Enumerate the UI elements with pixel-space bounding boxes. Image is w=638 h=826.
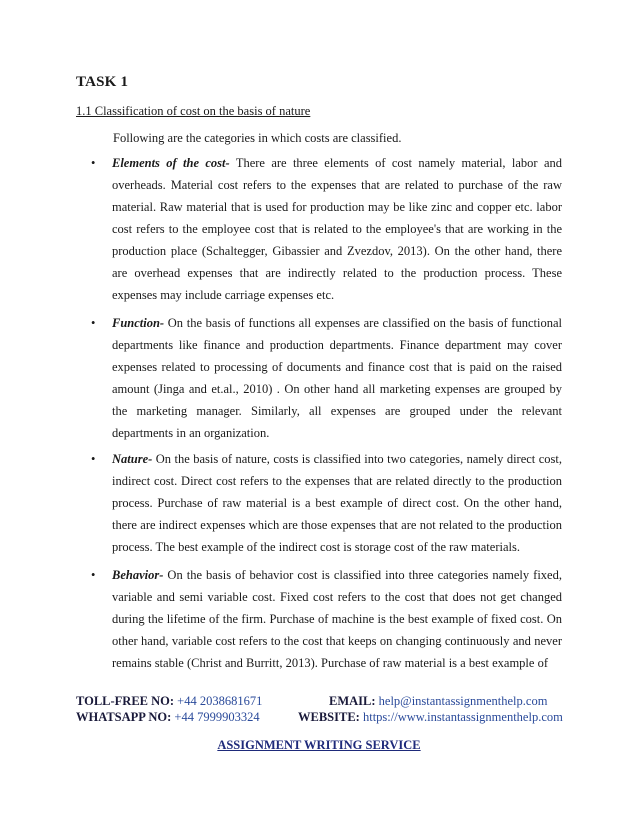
footer-website (298, 710, 563, 725)
tollfree-label: TOLL-FREE NO: (76, 694, 175, 708)
whatsapp-label: WHATSAPP NO: (76, 710, 172, 724)
list-item-body: There are three elements of cost namely material, labor and overheads. Material cost refers to the expenses that are related to purchase of the raw material. Raw material that is used for production may be like zinc and copper etc. labor cost refers to the employee cost that is related to the employee's that are working in the production place (Schaltegger, Gibassier and Zvezdov, 2013). On the other hand, there are overhead expenses that are indirectly related to the production process. These expenses may include carriage expenses etc. (112, 156, 563, 302)
list-item-term: Nature- (112, 452, 153, 466)
task-heading: TASK 1 (76, 74, 129, 90)
list-item-body: On the basis of nature, costs is classified into two categories, namely direct cost, indirect cost. Direct cost refers to the expenses that are related directly to the production process. Purchase of raw material is a best example of direct cost. On the other hand, there are indirect expenses which are those expenses that are not related to the production process. The best example of the indirect cost is storage cost of the raw materials. (112, 452, 562, 554)
list-item-text (112, 152, 562, 306)
footer-email (329, 694, 547, 709)
website-link[interactable]: https://www.instantassignmenthelp.com (362, 710, 563, 724)
list-item-body: On the basis of behavior cost is classified into three categories namely fixed, variable and semi variable cost. Fixed cost refers to the cost that does not get changed during the lifetime of the firm. Purchase of machine is the best example of fixed cost. On other hand, variable cost refers to the cost that keeps on changing continuously and never remains stable (Christ and Burritt, 2013). Purchase of raw material is a best example of (112, 568, 562, 670)
intro-paragraph: Following are the categories in which costs are classified. (113, 131, 402, 145)
bullet-icon: • (91, 156, 96, 170)
website-label: WEBSITE: (298, 710, 360, 724)
list-item-term: Function- (112, 316, 165, 330)
service-banner[interactable]: ASSIGNMENT WRITING SERVICE (217, 738, 421, 752)
list-item-term: Elements of the cost- (112, 156, 230, 170)
list-item-text (112, 312, 562, 444)
bullet-icon: • (91, 316, 96, 330)
list-item-text (112, 564, 562, 674)
bullet-icon: • (91, 568, 96, 582)
bullet-icon: • (91, 452, 96, 466)
footer-whatsapp (76, 710, 260, 725)
footer-tollfree (76, 694, 262, 709)
tollfree-number[interactable]: +44 2038681671 (177, 694, 263, 708)
list-item-body: On the basis of functions all expenses are classified on the basis of functional departments like finance and production departments. Finance department may cover expenses related to processing of documents and finance cost that is paid on the raised amount (Jinga and et.al., 2010) . On other hand all marketing expenses are grouped by the marketing manager. Similarly, all expenses are grouped under the relevant departments in an organization. (112, 316, 562, 440)
list-item-text (112, 448, 562, 558)
whatsapp-number[interactable]: +44 7999903324 (174, 710, 260, 724)
section-heading: 1.1 Classification of cost on the basis of nature (76, 104, 311, 118)
email-label: EMAIL: (329, 694, 376, 708)
list-item-term: Behavior- (112, 568, 164, 582)
email-link[interactable]: help@instantassignmenthelp.com (378, 694, 548, 708)
